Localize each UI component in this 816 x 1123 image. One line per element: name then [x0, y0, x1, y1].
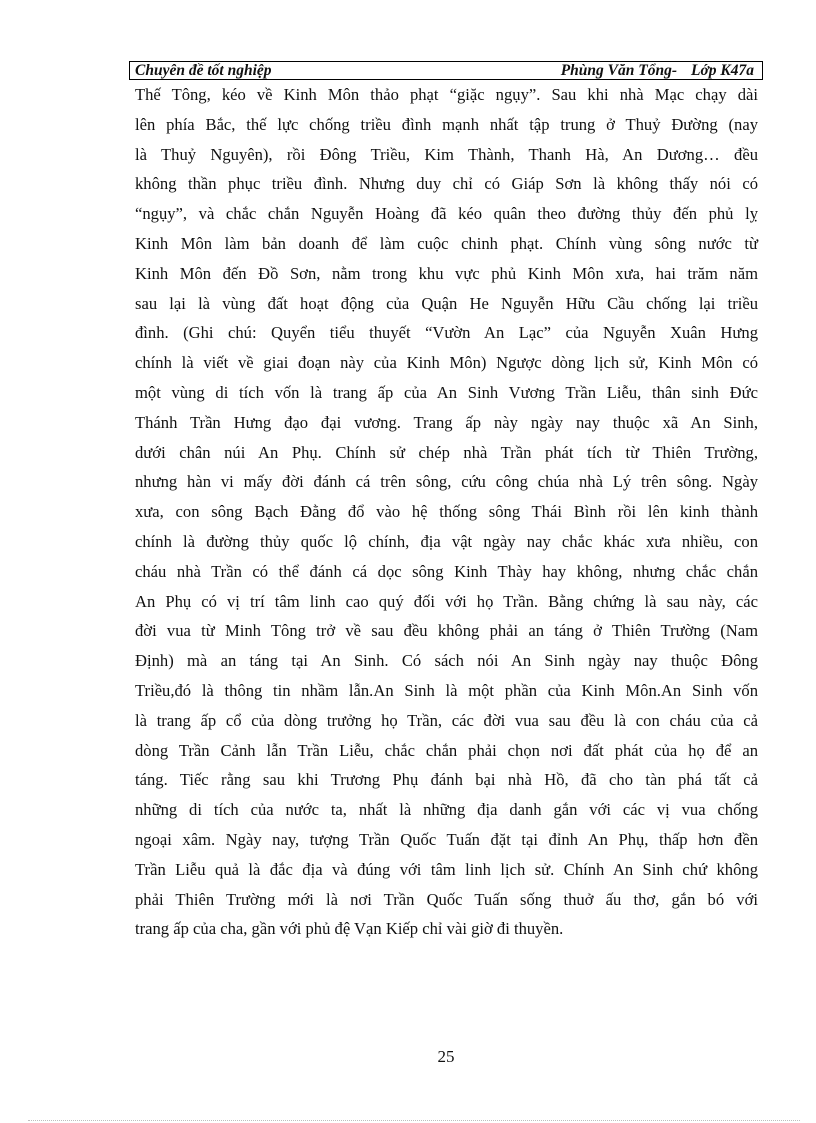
body-line: là Thuỷ Nguyên), rồi Đông Triều, Kim Thành, Thanh Hà, An Dương… đều — [135, 144, 758, 164]
body-line: trang ấp của cha, gần với phủ đệ Vạn Kiếp chỉ vài giờ đi thuyền. — [135, 919, 564, 939]
body-line: xưa, con sông Bạch Đằng đổ vào hệ thống sông Thái Bình rồi lên kinh thành — [135, 502, 758, 522]
body-line: Kinh Môn đến Đồ Sơn, nằm trong khu vực phủ Kinh Môn xưa, hai trăm năm — [135, 263, 758, 283]
body-line: dòng Trần Cảnh lẫn Trần Liễu, chắc chắn phải chọn nơi đất phát của họ để an — [135, 740, 758, 760]
body-line: chính là viết về giai đoạn này của Kinh Môn) Ngược dòng lịch sử, Kinh Môn có — [135, 353, 758, 373]
page-number: 25 — [437, 1047, 455, 1066]
body-line: Định) mà an táng tại An Sinh. Có sách nói An Sinh ngày nay thuộc Đông — [135, 651, 758, 671]
body-line: ngoại xâm. Ngày nay, tượng Trần Quốc Tuấn đặt tại đỉnh An Phụ, thấp hơn đền — [135, 829, 758, 849]
header-author: Phùng Văn Tổng- — [560, 62, 677, 79]
body-text — [135, 80, 758, 944]
body-line: một vùng di tích vốn là trang ấp của An Sinh Vương Trần Liễu, thân sinh Đức — [135, 382, 758, 402]
body-line: An Phụ có vị trí tâm linh cao quý đối với họ Trần. Bằng chứng là sau này, các — [135, 591, 758, 611]
header-class: Lớp K47a — [691, 62, 754, 79]
body-line: phải Thiên Trường mới là nơi Trần Quốc Tuấn sống thuở ấu thơ, gắn bó với — [135, 889, 758, 909]
body-line: táng. Tiếc rằng sau khi Trương Phụ đánh bại nhà Hồ, đã cho tàn phá tất cả — [135, 770, 758, 790]
body-line: sau lại là vùng đất hoạt động của Quận He Nguyễn Hữu Cầu chống lại triều — [135, 293, 758, 313]
body-line: dưới chân núi An Phụ. Chính sử chép nhà Trần phát tích từ Thiên Trường, — [135, 442, 758, 462]
header-document-type: Chuyên đề tốt nghiệp — [135, 62, 272, 79]
body-line: không thần phục triều đình. Nhưng duy chỉ có Giáp Sơn là không thấy nói có — [135, 174, 758, 194]
body-line: cháu nhà Trần có thể đánh cá dọc sông Kinh Thày hay không, nhưng chắc chắn — [135, 561, 758, 581]
body-line: đình. (Ghi chú: Quyển tiểu thuyết “Vườn An Lạc” của Nguyễn Xuân Hưng — [135, 323, 758, 343]
body-line: lên phía Bắc, thế lực chống triều đình mạnh nhất tập trung ở Thuỷ Đường (nay — [135, 114, 758, 134]
body-line: “ngụy”, và chắc chắn Nguyễn Hoàng đã kéo quân theo đường thủy đến phủ lỵ — [135, 204, 758, 224]
body-line: Thế Tông, kéo về Kinh Môn thảo phạt “giặc ngụy”. Sau khi nhà Mạc chạy dài — [135, 85, 758, 104]
page-header — [129, 61, 763, 80]
body-line: Thánh Trần Hưng đạo đại vương. Trang ấp này ngày nay thuộc xã An Sinh, — [135, 412, 758, 432]
header-author-class — [547, 62, 754, 79]
body-line: những di tích của nước ta, nhất là những địa danh gắn với các vị vua chống — [135, 800, 758, 820]
body-line: đời vua từ Minh Tông trở về sau đều không phải an táng ở Thiên Trường (Nam — [135, 621, 758, 641]
body-line: là trang ấp cổ của dòng trưởng họ Trần, các đời vua sau đều là con cháu của cả — [135, 710, 758, 730]
body-line: chính là đường thủy quốc lộ chính, địa vật ngày nay chắc khác xưa nhiều, con — [135, 531, 758, 551]
body-line: Triều,đó là thông tin nhầm lẫn.An Sinh là một phần của Kinh Môn.An Sinh vốn — [135, 680, 758, 700]
body-line: Trần Liễu quả là đắc địa và đúng với tâm linh lịch sử. Chính An Sinh chứ không — [135, 859, 758, 879]
body-line: Kinh Môn làm bản doanh để làm cuộc chinh phạt. Chính vùng sông nước từ — [135, 233, 758, 253]
body-line: nhưng hàn vi mấy đời đánh cá trên sông, cứu công chúa nhà Lý trên sông. Ngày — [135, 472, 758, 492]
page-bottom-divider — [28, 1120, 800, 1121]
